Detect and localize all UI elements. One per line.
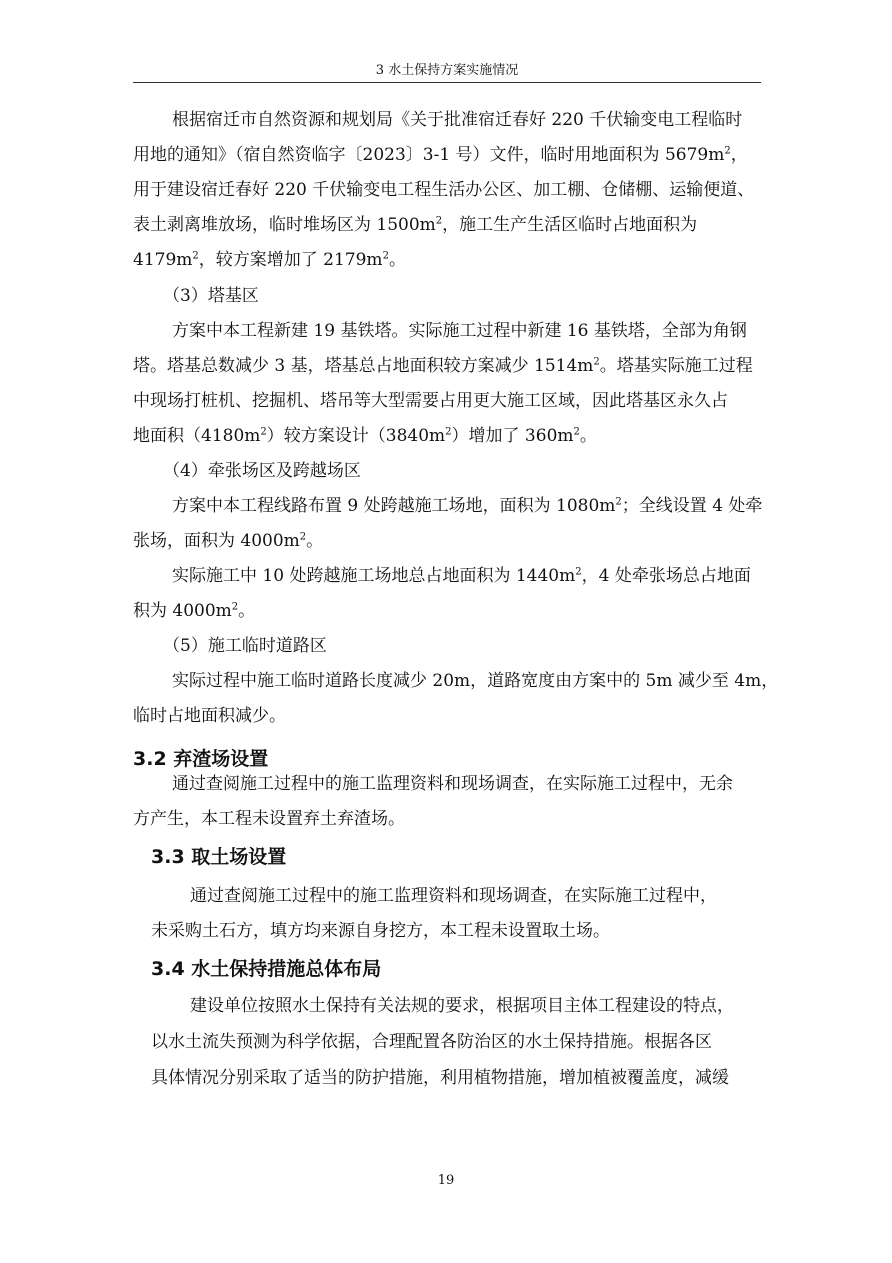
text-segment: （5）施工临时道路区 [163, 636, 327, 656]
text-segment: 方案中本工程新建 19 基铁塔。实际施工过程中新建 16 基铁塔，全部为角钢 [172, 321, 747, 341]
superscript: 2 [382, 250, 389, 262]
subsection-heading [163, 286, 259, 306]
subsection-heading [163, 636, 327, 656]
text-segment: 塔。塔基总数减少 3 基，塔基总占地面积较方案减少 1514m [133, 356, 594, 376]
body-line [133, 531, 323, 551]
text-segment: （3）塔基区 [163, 286, 259, 306]
superscript: 2 [573, 426, 580, 438]
text-segment: 积为 4000m [133, 601, 232, 621]
body-line [172, 671, 778, 691]
text-segment: 通过查阅施工过程中的施工监理资料和现场调查，在实际施工过程中， [190, 886, 717, 906]
text-segment: 。塔基实际施工过程 [599, 356, 753, 376]
text-segment: 方产生，本工程未设置弃土弃渣场。 [133, 809, 405, 829]
text-segment: 3.4 水土保持措施总体布局 [151, 958, 382, 980]
superscript: 2 [435, 215, 443, 227]
text-segment: 。 [388, 250, 406, 270]
superscript: 2 [231, 601, 239, 613]
text-segment: 通过查阅施工过程中的施工监理资料和现场调查，在实际施工过程中，无余 [172, 774, 733, 794]
body-line [172, 321, 747, 341]
section-heading [133, 748, 268, 770]
text-segment: 3.3 取土场设置 [151, 846, 287, 868]
text-segment: ，施工生产生活区临时占地面积为 [442, 215, 698, 235]
text-segment: ）较方案设计（3840m [266, 426, 446, 446]
body-line [172, 566, 751, 586]
text-segment: 。 [238, 601, 256, 621]
body-line [133, 250, 406, 270]
superscript: 2 [575, 566, 582, 578]
body-line [133, 601, 255, 621]
section-heading [151, 958, 381, 980]
body-line [133, 809, 405, 829]
body-line [133, 706, 286, 726]
section-heading [151, 846, 286, 868]
text-segment: 中现场打桩机、挖掘机、塔吊等大型需要占用更大施工区域，因此塔基区永久占 [133, 391, 728, 411]
page-number: 19 [437, 1173, 455, 1188]
text-segment: ；全线设置 4 处牵 [621, 496, 763, 516]
text-segment: 实际施工中 10 处跨越施工场地总占地面积为 1440m [172, 566, 576, 586]
superscript: 2 [593, 356, 600, 368]
body-line [133, 426, 597, 446]
text-segment: ， [730, 145, 748, 165]
text-segment: ）增加了 360m [451, 426, 574, 446]
body-line [133, 180, 754, 200]
body-line [133, 215, 697, 235]
superscript: 2 [192, 250, 199, 262]
running-header: 3 水土保持方案实施情况 [375, 63, 519, 78]
text-segment: ，4 处牵张场总占地面 [581, 566, 751, 586]
body-line [172, 496, 762, 516]
text-segment: 3.2 弃渣场设置 [133, 748, 269, 770]
superscript: 2 [445, 426, 452, 438]
body-line [190, 996, 734, 1016]
text-segment: 临时占地面积减少。 [133, 706, 286, 726]
text-segment: 未采购土石方，填方均来源自身挖方，本工程未设置取土场。 [151, 921, 610, 941]
text-segment: 用地的通知》（宿自然资临字〔2023〕3-1 号）文件，临时用地面积为 5679m [133, 145, 725, 165]
text-segment: 实际过程中施工临时道路长度减少 20m，道路宽度由方案中的 5m 减少至 4m， [172, 671, 779, 691]
text-segment: ，较方案增加了 2179m [198, 250, 383, 270]
body-line [172, 774, 733, 794]
body-line [190, 886, 717, 906]
text-segment: 建设单位按照水土保持有关法规的要求，根据项目主体工程建设的特点， [190, 996, 734, 1016]
body-line [133, 145, 748, 165]
superscript: 2 [724, 145, 731, 157]
text-segment: 表土剥离堆放场，临时堆场区为 1500m [133, 215, 436, 235]
text-segment: 。 [579, 426, 597, 446]
superscript: 2 [615, 496, 622, 508]
body-line [133, 391, 728, 411]
text-segment: 以水土流失预测为科学依据，合理配置各防治区的水土保持措施。根据各区 [151, 1032, 712, 1052]
text-segment: 方案中本工程线路布置 9 处跨越施工场地，面积为 1080m [172, 496, 616, 516]
body-line [172, 110, 742, 130]
superscript: 2 [299, 531, 307, 543]
body-line [151, 1032, 712, 1052]
text-segment: （4）牵张场区及跨越场区 [163, 461, 361, 481]
body-line [133, 356, 753, 376]
subsection-heading [163, 461, 361, 481]
text-segment: 地面积（4180m [133, 426, 261, 446]
header-divider [133, 82, 761, 83]
text-segment: 4179m [133, 250, 193, 270]
text-segment: 具体情况分别采取了适当的防护措施，利用植物措施，增加植被覆盖度，减缓 [151, 1068, 729, 1088]
text-segment: 张场，面积为 4000m [133, 531, 300, 551]
text-segment: 。 [306, 531, 324, 551]
text-segment: 用于建设宿迁春好 220 千伏输变电工程生活办公区、加工棚、仓储棚、运输便道、 [133, 180, 755, 200]
body-line [151, 921, 610, 941]
body-line [151, 1068, 729, 1088]
text-segment: 根据宿迁市自然资源和规划局《关于批准宿迁春好 220 千伏输变电工程临时 [172, 110, 743, 130]
superscript: 2 [260, 426, 267, 438]
